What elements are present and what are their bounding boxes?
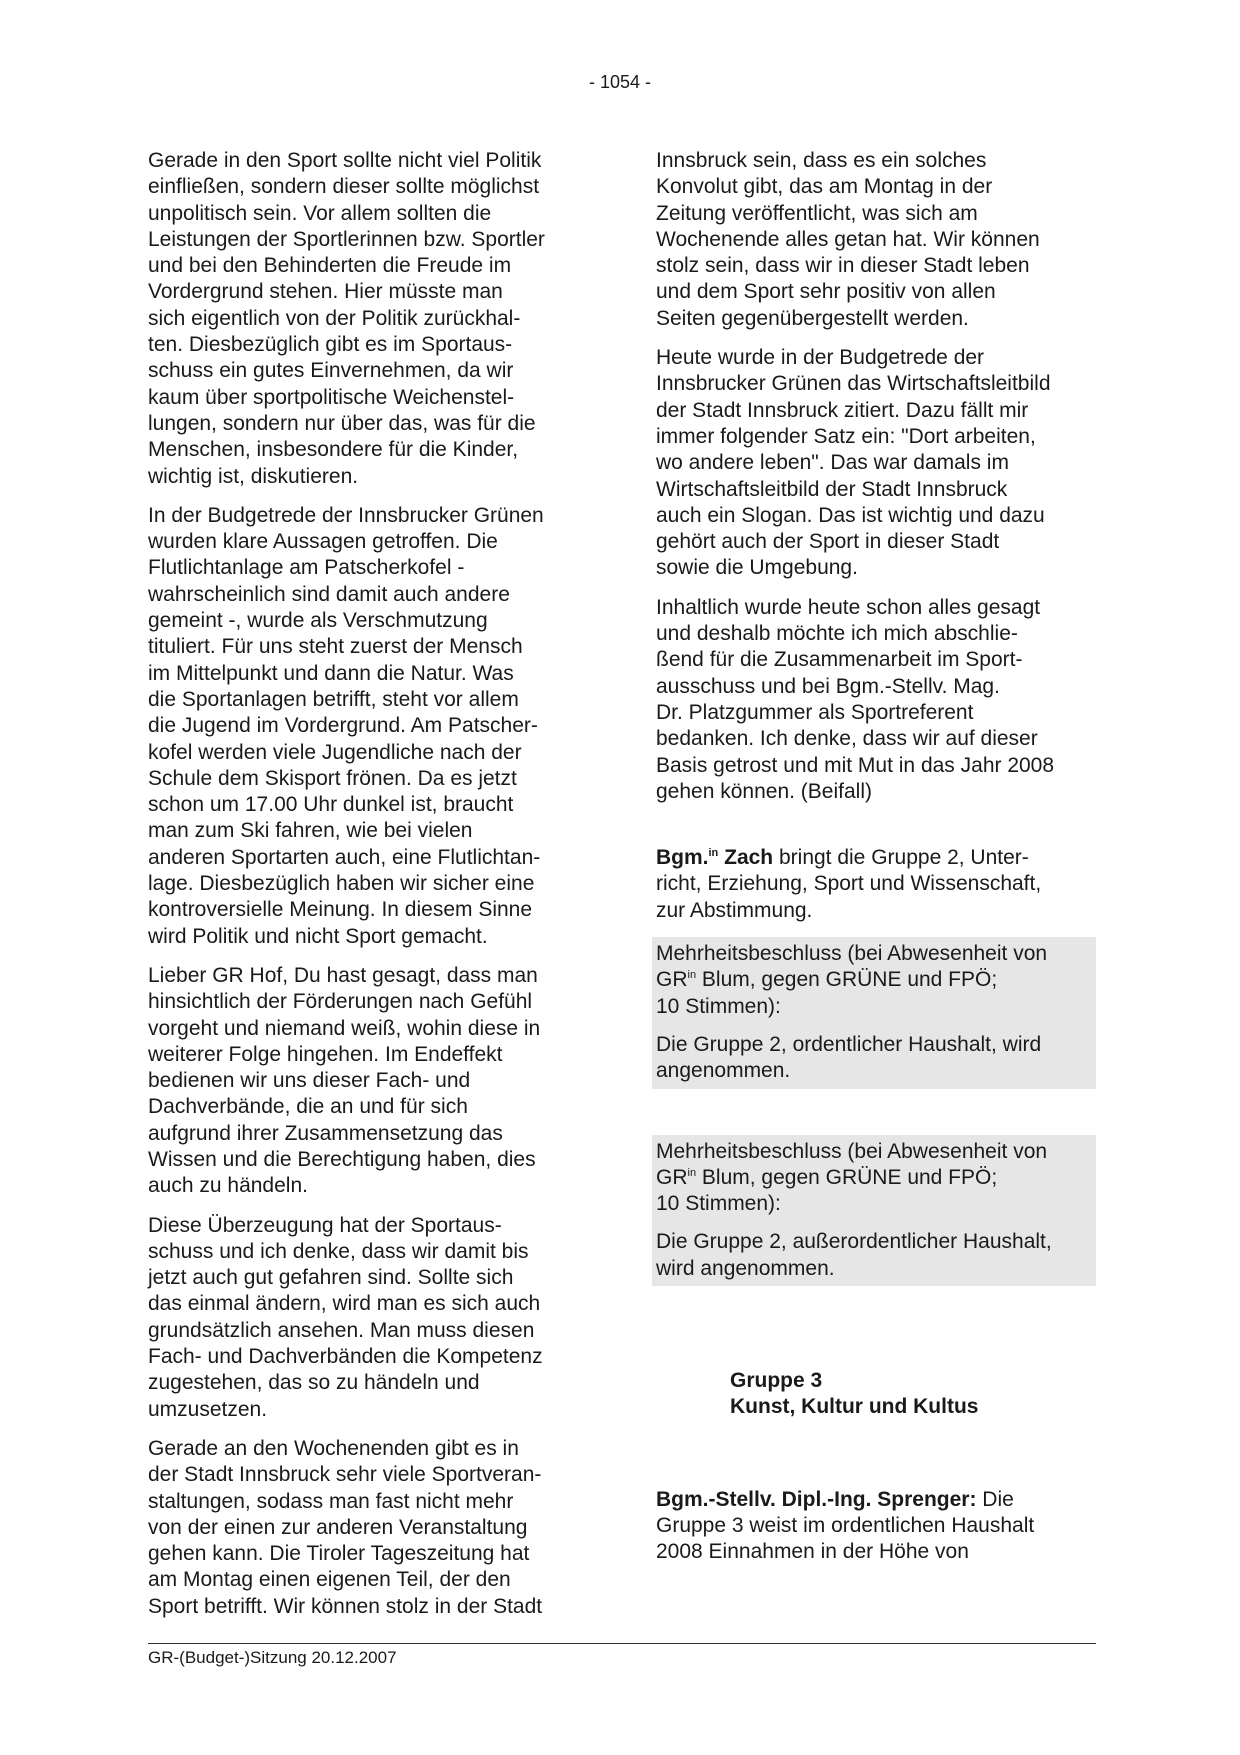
section-heading-title: Kunst, Kultur und Kultus [730, 1395, 979, 1419]
paragraph: Gerade an den Wochenenden gibt es in der Stadt Innsbruck sehr viele Sportveran- staltungen, sodass man fast nicht mehr von der einen zur anderen Veranstaltung gehen kann. Die Tiroler Tageszeitung hat am Montag einen eigenen Teil, der den Sport betrifft. Wir können stolz in der Stadt [148, 1436, 543, 1618]
speaker-name: Bgm.$^{in}$ Zach [656, 846, 774, 870]
section-heading-number: Gruppe 3 [730, 1368, 823, 1392]
section-heading [730, 1368, 1096, 1421]
paragraph: In der Budgetrede der Innsbrucker Grünen wurden klare Aussagen getroffen. Die Flutlichtanlage am Patscherkofel - wahrscheinlich sind damit auch andere gemeint -, wurde als Verschmutzung tituliert. Für uns steht zuerst der Mensch im Mittelpunkt und dann die Natur. Was die Sportanlagen betrifft, steht vor allem die Jugend im Vordergrund. Am Patscher- kofel werden viele Jugendliche nach der Schule dem Skisport frönen. Da es jetzt schon um 17.00 Uhr dunkel ist, braucht man zum Ski fahren, wie bei vielen anderen Sportarten auch, eine Flutlichtan- lage. Diesbezüglich haben wir sicher eine kontroversielle Meinung. In diesem Sinne wird Politik und nicht Sport gemacht. [148, 503, 544, 948]
resolution-vote: Mehrheitsbeschluss (bei Abwesenheit von $GR^{in}$ Blum, gegen GRÜNE und FPÖ; 10 Stimmen): [656, 942, 1048, 1018]
paragraph: Lieber GR Hof, Du hast gesagt, dass man hinsichtlich der Förderungen nach Gefühl vorgeht und niemand weiß, wohin diese in weiterer Folge hingehen. Im Endeffekt bedienen wir uns dieser Fach- und Dachverbände, die an und für sich aufgrund ihrer Zusammensetzung das Wissen und die Berechtigung haben, dies auch zu händeln. [148, 963, 541, 1198]
deputy-statement [656, 1487, 1096, 1566]
statement-text: Die Gruppe 3 weist im ordentlichen Haushalt 2008 Einnahmen in der Höhe von [656, 1487, 1035, 1564]
footer: GR-(Budget-)Sitzung 20.12.2007 [148, 1648, 397, 1667]
resolution-vote: Mehrheitsbeschluss (bei Abwesenheit von $GR^{in}$ Blum, gegen GRÜNE und FPÖ; 10 Stimmen): [656, 1139, 1048, 1216]
paragraph: Gerade in den Sport sollte nicht viel Politik einfließen, sondern dieser sollte möglichst unpolitisch sein. Vor allem sollten die Leistungen der Sportlerinnen bzw. Sportler und bei den Behinderten die Freude im Vordergrund stehen. Hier müsste man sich eigentlich von der Politik zurückhal- ten. Diesbezüglich gibt es im Sportaus- schuss ein gutes Einvernehmen, da wir kaum über sportpolitische Weichenstel- lungen, sondern nur über das, was für die Menschen, insbesondere für die Kinder, wichtig ist, diskutieren. [148, 149, 545, 488]
page-number: - 1054 - [588, 72, 652, 92]
resolution-result: Die Gruppe 2, ordentlicher Haushalt, wird angenommen. [656, 1032, 1042, 1083]
left-column [148, 148, 596, 1633]
paragraph: Inhaltlich wurde heute schon alles gesagt und deshalb möchte ich mich abschlie- ßend für die Zusammenarbeit im Sport- ausschuss und bei Bgm.-Stellv. Mag. Dr. Platzgummer als Sportreferent bedanken. Ich denke, dass wir auf dieser Basis getrost und mit Mut in das Jahr 2008 gehen können. (Beifall) [656, 595, 1055, 803]
speaker-name: Bgm.-Stellv. Dipl.-Ing. Sprenger: [656, 1487, 977, 1511]
paragraph: Innsbruck sein, dass es ein solches Konvolut gibt, das am Montag in der Zeitung veröffentlicht, was sich am Wochenende alles getan hat. Wir können stolz sein, dass wir in dieser Stadt leben und dem Sport sehr positiv von allen Seiten gegenübergestellt werden. [656, 149, 1040, 330]
mayor-statement [656, 845, 1096, 924]
resolution-block [652, 1135, 1096, 1286]
right-column [656, 148, 1096, 1578]
resolution-block [652, 937, 1096, 1088]
paragraph: Heute wurde in der Budgetrede der Innsbrucker Grünen das Wirtschaftsleitbild der Stadt Innsbruck zitiert. Dazu fällt mir immer folgender Satz ein: "Dort arbeiten, wo andere leben". Das war damals im Wirtschaftsleitbild der Stadt Innsbruck auch ein Slogan. Das ist wichtig und dazu gehört auch der Sport in dieser Stadt sowie die Umgebung. [656, 346, 1051, 580]
footer-divider [148, 1643, 1096, 1644]
resolution-result: Die Gruppe 2, außerordentlicher Haushalt, wird angenommen. [656, 1230, 1052, 1280]
statement-text: bringt die Gruppe 2, Unter- richt, Erziehung, Sport und Wissenschaft, zur Abstimmung. [656, 846, 1042, 922]
paragraph: Diese Überzeugung hat der Sportaus- schuss und ich denke, dass wir damit bis jetzt auch gut gefahren sind. Sollte sich das einmal ändern, wird man es sich auch grundsätzlich ansehen. Man muss diesen Fach- und Dachverbänden die Kompetenz zugestehen, das so zu händeln und umzusetzen. [148, 1213, 543, 1421]
